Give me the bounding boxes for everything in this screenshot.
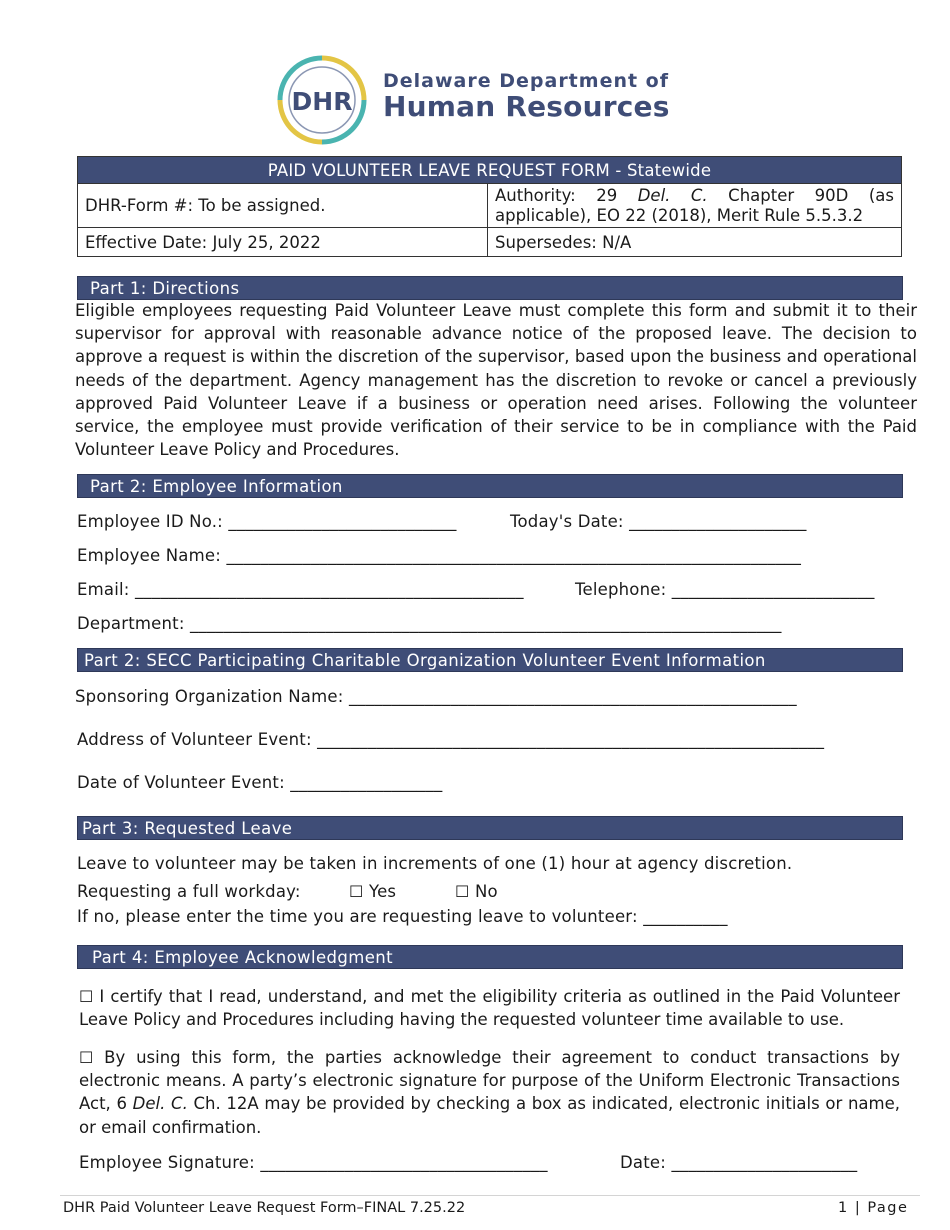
effective-date: Effective Date: July 25, 2022 bbox=[78, 228, 488, 257]
department-field[interactable]: Department: ______________________________________________________________________ bbox=[77, 614, 782, 633]
section-heading-part1: Part 1: Directions bbox=[77, 276, 903, 300]
telephone-field[interactable]: Telephone: ________________________ bbox=[575, 580, 875, 599]
event-address-field[interactable]: Address of Volunteer Event: ____________________________________________________________ bbox=[77, 730, 825, 749]
logo-mark-text: DHR bbox=[291, 87, 353, 116]
page-number: 1 | Page bbox=[838, 1200, 909, 1216]
event-date-field[interactable]: Date of Volunteer Event: __________________ bbox=[77, 773, 443, 792]
section-heading-part4: Part 4: Employee Acknowledgment bbox=[77, 945, 903, 969]
footer-divider bbox=[60, 1195, 920, 1196]
yes-checkbox[interactable]: ☐ bbox=[349, 882, 364, 901]
certify-checkbox[interactable]: ☐ bbox=[79, 987, 94, 1006]
employee-name-field[interactable]: Employee Name: ____________________________________________________________________ bbox=[77, 546, 802, 565]
leave-time-field[interactable]: If no, please enter the time you are requesting leave to volunteer: __________ bbox=[77, 907, 728, 926]
form-header-table bbox=[77, 156, 902, 257]
footer-form-name: DHR Paid Volunteer Leave Request Form–FINAL 7.25.22 bbox=[63, 1200, 466, 1216]
sponsoring-organization-field[interactable]: Sponsoring Organization Name: _____________________________________________________ bbox=[75, 687, 797, 706]
logo-title-line2: Human Resources bbox=[383, 90, 670, 123]
supersedes: Supersedes: N/A bbox=[488, 228, 902, 257]
esign-checkbox[interactable]: ☐ bbox=[79, 1048, 94, 1067]
employee-id-field[interactable]: Employee ID No.: ___________________________ bbox=[77, 512, 457, 531]
logo-title-line1: Delaware Department of bbox=[383, 70, 669, 92]
esign-statement: ☐ By using this form, the parties acknowledge their agreement to conduct transactions by electronic means. A party’s electronic signature for purpose of the Uniform Electronic Transactions Act, 6 Del. C. Ch. 12A may be provided by checking a box as indicated, electronic initials or name, or email confirmation. bbox=[79, 1048, 900, 1137]
certify-statement: ☐ I certify that I read, understand, and met the eligibility criteria as outlined in the Paid Volunteer Leave Policy and Procedures including having the requested volunteer time available to use. bbox=[79, 987, 900, 1030]
no-label: No bbox=[469, 882, 498, 901]
full-workday-yes-option[interactable] bbox=[349, 882, 396, 901]
authority: Authority: 29 Del. C. Chapter 90D (as applicable), EO 22 (2018), Merit Rule 5.5.3.2 bbox=[488, 184, 902, 228]
section-heading-part3: Part 3: Requested Leave bbox=[77, 816, 903, 840]
email-field[interactable]: Email: ______________________________________________ bbox=[77, 580, 524, 599]
directions-paragraph: Eligible employees requesting Paid Volunteer Leave must complete this form and submit it to their supervisor for approval with reasonable advance notice of the proposed leave. The decision to approve a request is within the discretion of the supervisor, based upon the business and operational needs of the department. Agency management has the discretion to revoke or cancel a previously approved Paid Volunteer Leave if a business or operation need arises. Following the volunteer service, the employee must provide verification of their service to be in compliance with the Paid Volunteer Leave Policy and Procedures. bbox=[75, 301, 917, 460]
section-heading-part2-secc: Part 2: SECC Participating Charitable Organization Volunteer Event Information bbox=[77, 648, 903, 672]
full-workday-label: Requesting a full workday: bbox=[77, 882, 301, 901]
form-number: DHR-Form #: To be assigned. bbox=[78, 184, 488, 228]
full-workday-no-option[interactable] bbox=[455, 882, 498, 901]
increments-note: Leave to volunteer may be taken in increments of one (1) hour at agency discretion. bbox=[77, 854, 793, 873]
yes-label: Yes bbox=[363, 882, 397, 901]
section-heading-part2: Part 2: Employee Information bbox=[77, 474, 903, 498]
form-title: PAID VOLUNTEER LEAVE REQUEST FORM - Statewide bbox=[78, 157, 902, 184]
todays-date-field[interactable]: Today's Date: _____________________ bbox=[510, 512, 807, 531]
signature-date-field[interactable]: Date: ______________________ bbox=[620, 1153, 858, 1172]
dhr-logo-icon bbox=[276, 54, 368, 146]
employee-signature-field[interactable]: Employee Signature: __________________________________ bbox=[79, 1153, 548, 1172]
no-checkbox[interactable]: ☐ bbox=[455, 882, 470, 901]
